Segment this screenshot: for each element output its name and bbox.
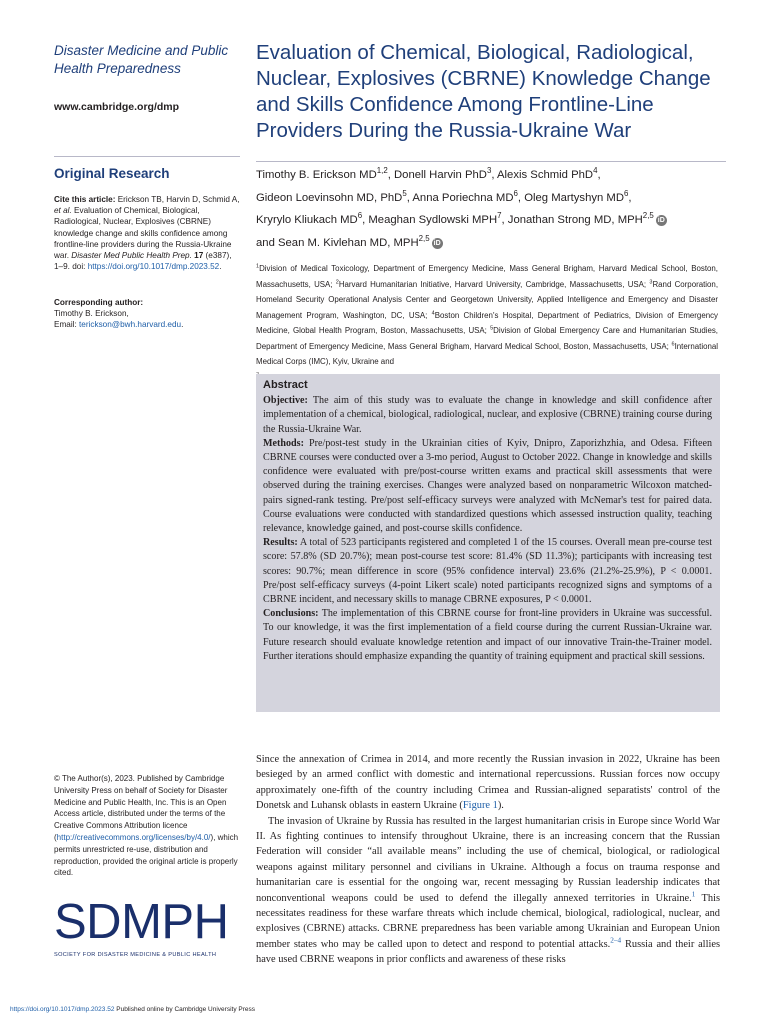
cite-volume: 17 <box>194 251 204 261</box>
sdmph-logo <box>54 895 240 958</box>
cite-end: . <box>219 262 222 272</box>
affil-sup: 1 <box>256 263 260 270</box>
reference-link[interactable]: 2–4 <box>610 936 622 945</box>
author-sup: 4 <box>593 166 598 176</box>
author-sup: 6 <box>513 188 518 198</box>
logo-text: SDMPH <box>54 895 229 949</box>
copyright-notice <box>54 773 240 879</box>
author-sup: 5 <box>402 188 407 198</box>
author-sup: 1,2 <box>376 166 388 176</box>
cite-journal: Disaster Med Public Health Prep. <box>71 251 192 261</box>
footer-doi-link[interactable]: https://doi.org/10.1017/dmp.2023.52 <box>10 1006 115 1013</box>
cite-pages: (e387), 1–9. doi: <box>54 251 232 272</box>
article-title: Evaluation of Chemical, Biological, Radiological, Nuclear, Explosives (CBRNE) Knowledge Change and Skills Confidence Among Frontline-Line Providers During the Russia-Ukraine War <box>256 41 711 142</box>
page-footer <box>10 1006 255 1013</box>
body-text-run: This necessitates readiness for these warfare threats which include chemical, biological, radiological, nuclear, and explosives (CBRNE) attacks. CBRNE preparedness has been variable among Ukrainian and European Union member states who may be called upon to detect and respond to potential attacks. <box>256 892 721 950</box>
copyright-text: ), which permits unrestricted re-use, distribution and reproduction, provided the original article is properly cited. <box>54 832 239 878</box>
cite-text: Erickson TB, Harvin D, Schmid A, <box>115 195 240 204</box>
author-name: Oleg Martyshyn MD <box>524 191 625 204</box>
affil-text: Rand Corporation, Homeland Security Operational Analysis Center and Georgetown University, Applied Intelligence and Emergency and Disaster Management Program, Washington, DC, USA; <box>256 279 719 320</box>
corr-email-link[interactable]: terickson@bwh.harvard.edu <box>79 320 182 330</box>
corr-end: . <box>181 320 184 330</box>
abstract-text: The aim of this study was to evaluate the change in knowledge and skill confidence after implementation of a chemical, biological, radiological, nuclear, and explosive (CBRNE) training course during the Russia-Ukraine War. <box>263 395 712 435</box>
corresponding-author <box>54 297 240 331</box>
author-line <box>256 232 726 255</box>
journal-name: Disaster Medicine and Public Health Preparedness <box>54 43 229 76</box>
body-text-run: The invasion of Ukraine by Russia has resulted in the largest humanitarian crisis in Europe since World War II. As fighting continues to intensify throughout Ukraine, there is an increasing concern that the Russian Federation will consider “all available means” including the use of chemical, biological, or radiological weapons against military personnel and civilians in Ukraine. Although a focus on trauma response and humanitarian care is essential for the ongoing war, recent messaging by Russian leadership indicates that nonconventional weapons could be used to defend the illegally annexed territories in Ukraine. <box>256 815 720 904</box>
corr-label: Corresponding author: <box>54 298 144 307</box>
body-text-run: Since the annexation of Crimea in 2014, and more recently the Russian invasion in 2022, Ukraine has been besieged by an armed conflict with domestic and international repercussions. Russian forces now occupy approximately one-fifth of the country including Crimea and Russian-aligned separatists' control of the Donetsk and Luhansk oblasts in eastern Ukraine ( <box>256 754 720 812</box>
orcid-icon[interactable]: iD <box>657 217 665 224</box>
affil-sup: 4 <box>431 309 435 316</box>
orcid-icon[interactable]: iD <box>433 239 441 247</box>
abstract-text: A total of 523 participants registered and completed 1 of the 15 courses. Overall mean pre-course test score: 57.8% (SD 20.7%); mean post-course test score: 81.4% (SD 11.3%); participants with increasing test scores: 90.7%; mean difference in score (95% confidence interval) 23.6% (21.2%-25.9%), P < 0.0001. Pre/post self-efficacy surveys (4-point Likert scale) noted participants recognized signs and symptoms of a CBRNE incident, and necessary skills to manage CBRNE exposures, P < 0.0001. <box>263 537 712 606</box>
license-link[interactable]: http://creativecommons.org/licenses/by/4.0/ <box>56 832 211 842</box>
author-sep: , <box>387 169 395 181</box>
affil-text: Harvard Humanitarian Initiative, Harvard University, Cambridge, Massachusetts, USA; <box>338 279 650 289</box>
cite-text: Evaluation of Chemical, Biological, Radiological, Nuclear, Explosives (CBRNE) knowledge change and skills confidence among frontline-line providers during the Russia-Ukraine war. <box>54 206 232 261</box>
author-line <box>256 209 726 232</box>
cite-etal: et al. <box>54 206 72 216</box>
author-list <box>256 161 726 254</box>
author-name: Meaghan Sydlowski MPH <box>368 214 498 226</box>
abstract-label: Results: <box>263 537 298 549</box>
abstract-heading: Abstract <box>263 379 308 391</box>
author-sup: 3 <box>486 166 492 176</box>
author-sep: , <box>501 214 508 226</box>
author-sup: 7 <box>497 211 502 221</box>
abstract-conclusions <box>263 607 712 664</box>
body-paragraph <box>256 814 720 968</box>
footer-text: Published online by Cambridge University Press <box>114 1006 255 1013</box>
abstract-box <box>256 374 720 712</box>
abstract-label: Conclusions: <box>263 608 319 620</box>
author-sep: , <box>362 214 369 226</box>
author-sup: 2,5 <box>642 211 654 221</box>
author-sep: , <box>406 191 413 204</box>
reference-link[interactable]: 1 <box>691 890 696 899</box>
author-sep: , <box>491 169 498 181</box>
divider <box>54 156 240 157</box>
cite-doi-link[interactable]: https://doi.org/10.1017/dmp.2023.52 <box>87 262 220 272</box>
author-sup: 6 <box>624 188 629 198</box>
affil-text: Boston Children's Hospital, Department of Pediatrics, Division of Emergency Medicine, Global Health Program, Boston, Massachusetts, USA; <box>256 310 718 335</box>
author-name: Kryrylo Kliukach MD <box>256 214 358 226</box>
author-sup: 2,5 <box>418 233 430 243</box>
body-text-run: Russia and their allies have used CBRNE weapons in prior conflicts and awareness of these risks <box>256 938 720 966</box>
abstract-label: Objective: <box>263 395 308 407</box>
abstract-label: Methods: <box>263 437 304 449</box>
author-sep: , <box>628 191 632 204</box>
body-text-run: ). <box>497 800 504 812</box>
affiliations <box>256 261 718 385</box>
author-name: Anna Poriechna MD <box>412 191 514 204</box>
abstract-methods <box>263 437 712 536</box>
abstract-results <box>263 536 712 607</box>
corr-name: Timothy B. Erickson, <box>54 309 129 319</box>
author-name: Alexis Schmid PhD <box>497 169 594 181</box>
affil-sup: 5 <box>490 325 494 332</box>
article-type: Original Research <box>54 166 170 181</box>
author-name: Donell Harvin PhD <box>394 169 487 181</box>
author-name: Jonathan Strong MD, MPH <box>507 214 643 226</box>
author-name: and Sean M. Kivlehan MD, MPH <box>256 236 419 249</box>
affil-sup: 6 <box>671 340 675 347</box>
affil-text: International Medical Corps (IMC), Kyiv, Ukraine and <box>256 341 718 366</box>
author-name: Gideon Loevinsohn MD, PhD <box>256 191 403 204</box>
cite-label: Cite this article: <box>54 195 116 204</box>
author-sep: , <box>597 169 601 181</box>
affil-sup: 3 <box>649 278 653 285</box>
author-sep: , <box>517 191 525 204</box>
author-line <box>256 187 726 210</box>
affil-sup: 2 <box>335 278 339 285</box>
author-line <box>256 164 726 187</box>
affil-text: Division of Global Emergency Care and Humanitarian Studies, Department of Emergency Medicine, Mass General Brigham, Harvard Medical School, Boston, Massachusetts, USA; <box>256 326 718 351</box>
corr-email-label: Email: <box>54 320 80 330</box>
abstract-text: The implementation of this CBRNE course for front-line providers in Ukraine was successful. To our knowledge, it was the first implementation of a field course during the current Russian-Ukraine war. Future research should evaluate knowledge retention and impact of our innovative Train-the-Trainer model. Further iterations should emphasize expanding the quantity of training equipment and practical skill sessions. <box>263 608 712 662</box>
journal-url[interactable]: www.cambridge.org/dmp <box>54 101 180 113</box>
copyright-text: © The Author(s), 2023. Published by Cambridge University Press on behalf of Society for Disaster Medicine and Public Health, Inc. This is an Open Access article, distributed under the terms of the Creative Commons Attribution licence ( <box>54 774 228 842</box>
abstract-text: Pre/post-test study in the Ukrainian cities of Kyiv, Dnipro, Zaporizhzhia, and Odesa. Fifteen CBRNE courses were conducted over a 3-mo period, August to October 2022. Change in knowledge and skills confidence were evaluated with pre/post-course written exams and practical skill assessments that were observed during the training exercises. Changes were analyzed based on nonparametric Wilcoxon matched-pairs signed-rank testing. Pre/post self-efficacy surveys were analyzed with McNemar's test for paired data. Course evaluations were conducted with standardized questions which assessed instruction quality, teaching relevance, knowledge gained, and post-course skills confidence. <box>263 437 712 535</box>
logo-subtitle: SOCIETY FOR DISASTER MEDICINE & PUBLIC HEALTH <box>54 952 217 958</box>
author-name: Timothy B. Erickson MD <box>256 169 377 181</box>
abstract-objective <box>263 394 712 437</box>
body-text <box>256 752 720 968</box>
author-sup: 6 <box>357 211 363 221</box>
citation-block <box>54 194 240 272</box>
body-paragraph <box>256 752 720 814</box>
affil-text: Division of Medical Toxicology, Department of Emergency Medicine, Mass General Brigham, Harvard Medical School, Boston, Massachusetts, USA; <box>256 264 718 289</box>
figure-link[interactable]: Figure 1 <box>462 800 498 812</box>
